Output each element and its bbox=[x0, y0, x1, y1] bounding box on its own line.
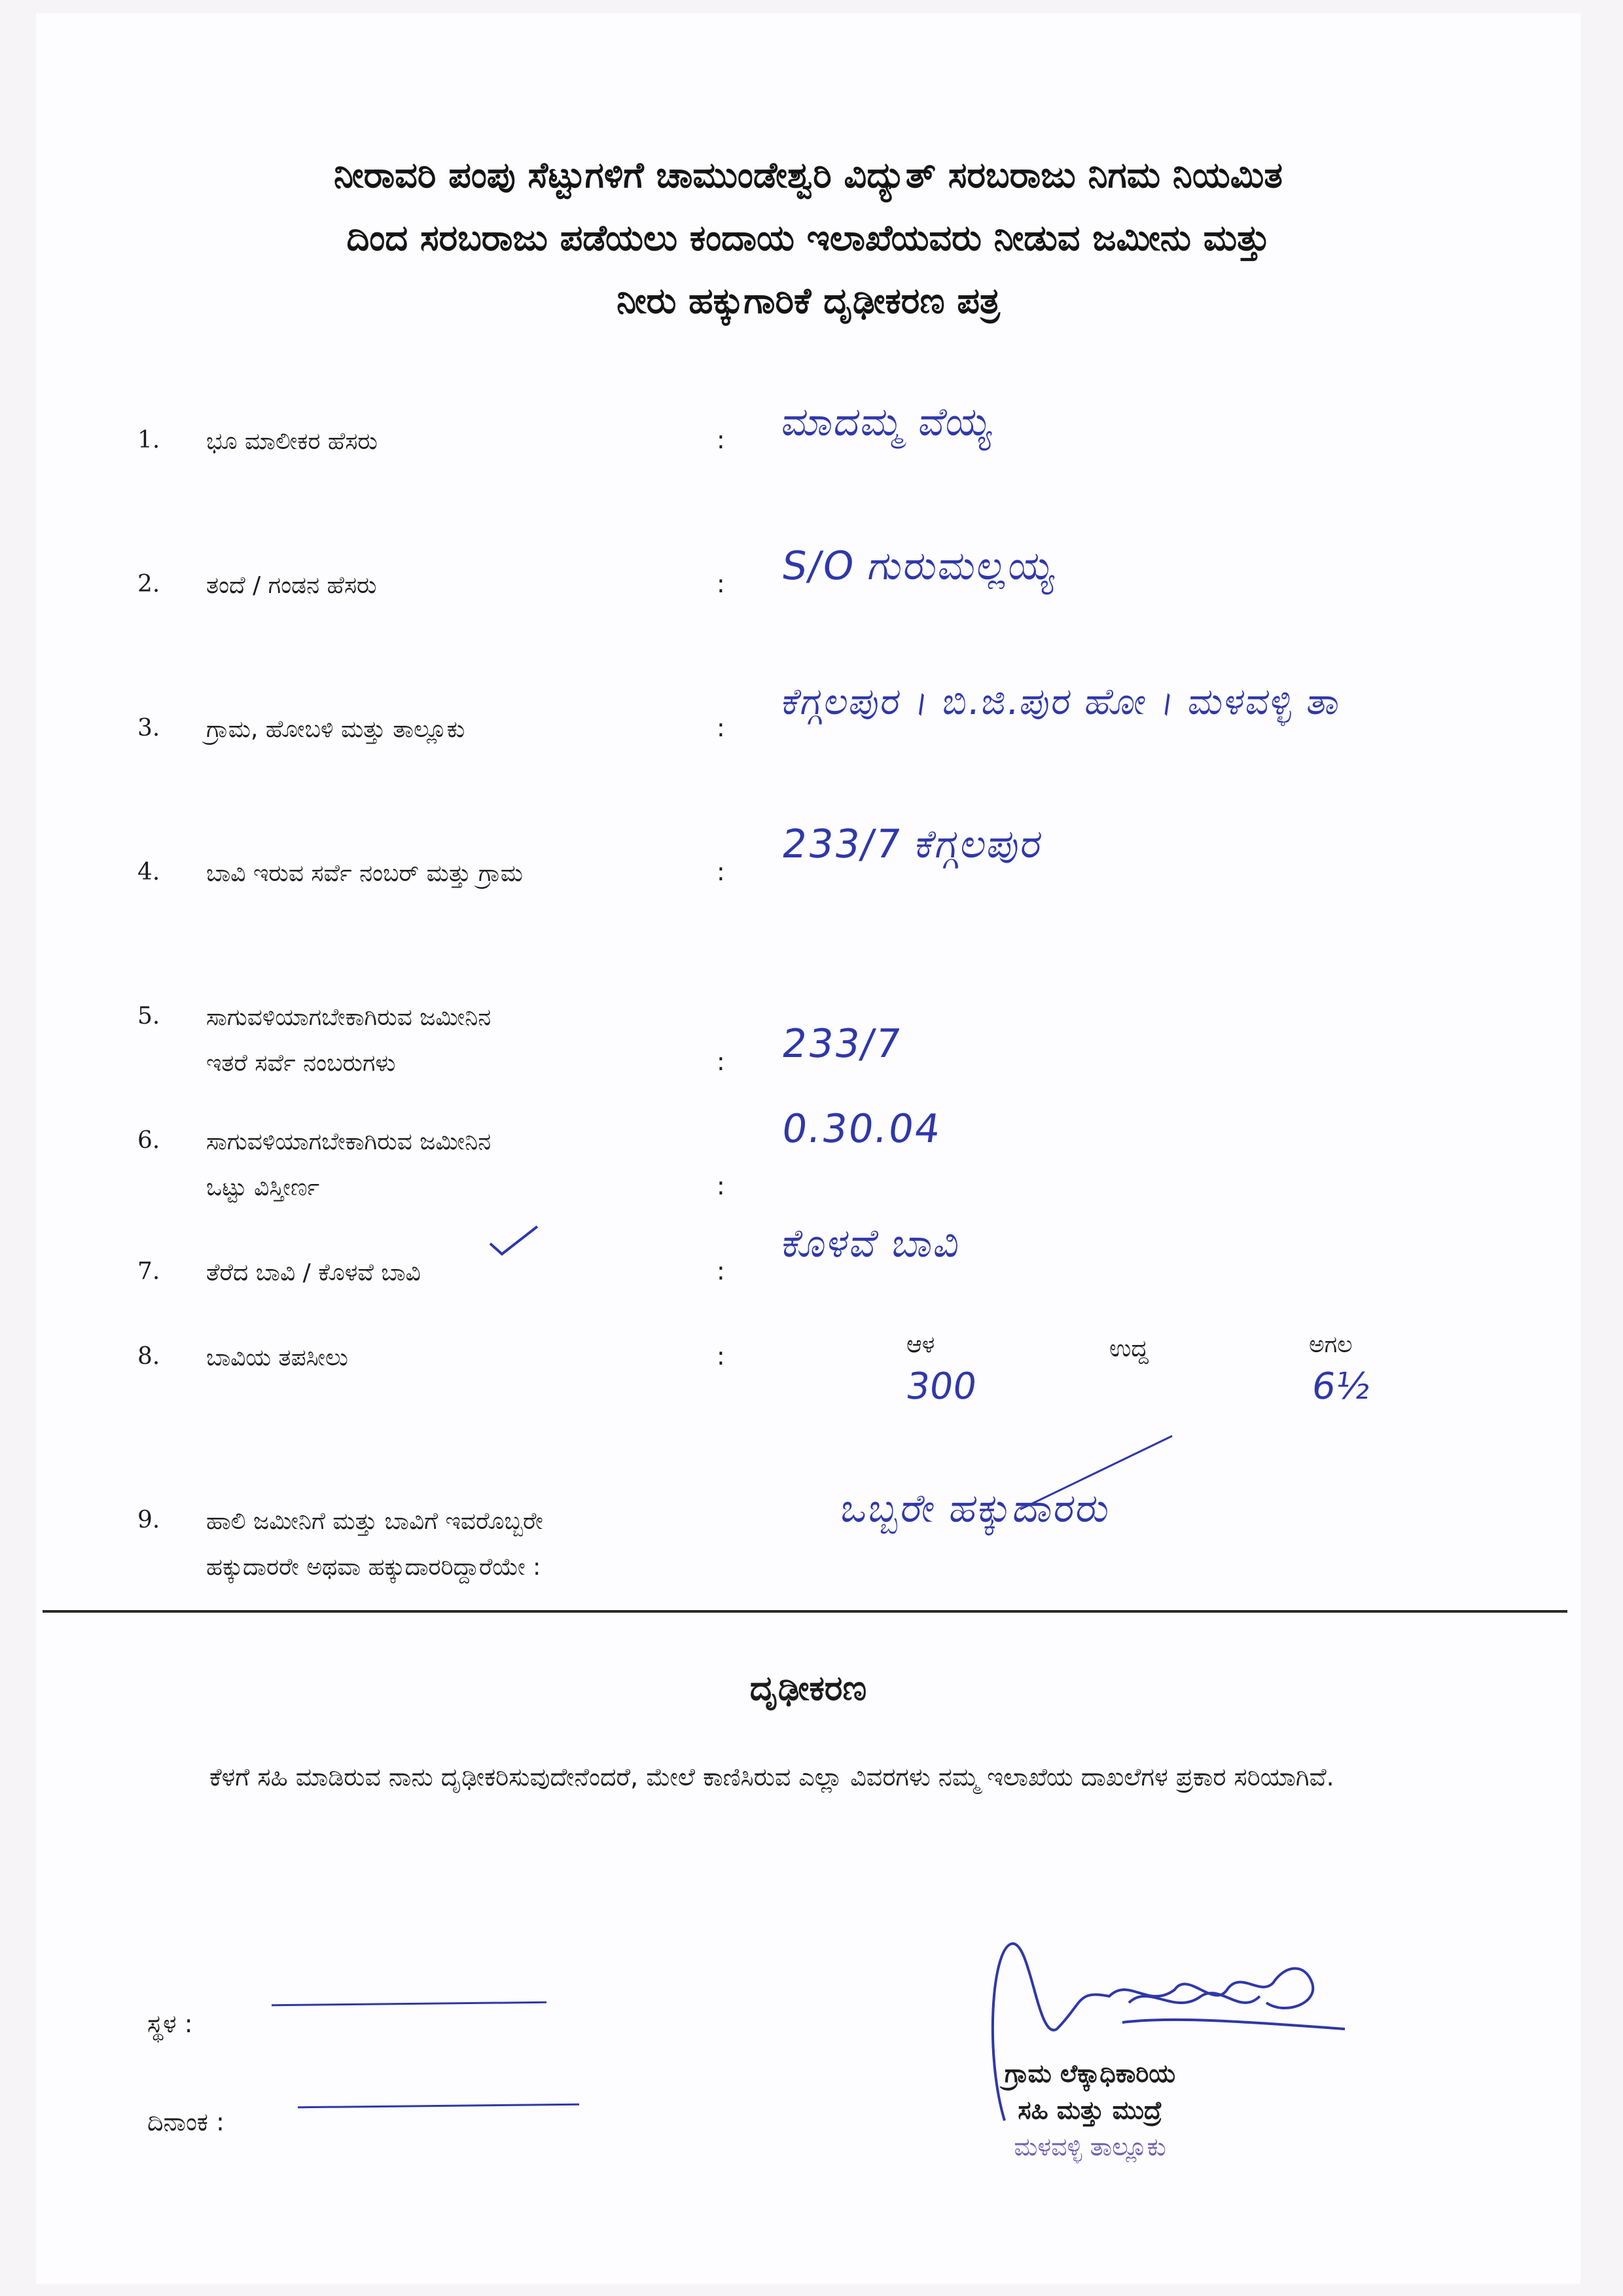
field-colon: : bbox=[717, 569, 725, 598]
field-colon: : bbox=[717, 425, 725, 454]
field-number: 1. bbox=[137, 427, 160, 454]
field-label: ತೆರೆದ ಬಾವಿ / ಕೊಳವೆ ಬಾವಿ bbox=[206, 1259, 421, 1286]
field-label-line-1: ಸಾಗುವಳಿಯಾಗಬೇಕಾಗಿರುವ ಜಮೀನಿನ bbox=[206, 1004, 491, 1031]
well-width-label: ಅಗಲ bbox=[1309, 1331, 1353, 1358]
field-label-line-2: ಹಕ್ಕುದಾರರೇ ಅಥವಾ ಹಕ್ಕುದಾರರಿದ್ದಾರೆಯೇ : bbox=[206, 1554, 541, 1581]
section-divider bbox=[43, 1610, 1567, 1613]
field-colon: : bbox=[717, 1047, 725, 1076]
handwritten-value: ಕೆಗ್ಗಲಪುರ । ಬಿ.ಜಿ.ಪುರ ಹೋ । ಮಳವಳ್ಳಿ ತಾ bbox=[779, 681, 1344, 723]
field-number: 7. bbox=[137, 1258, 160, 1285]
field-number: 8. bbox=[137, 1343, 160, 1370]
title-line-1: ನೀರಾವರಿ ಪಂಪು ಸೆಟ್ಟುಗಳಿಗೆ ಚಾಮುಂಡೇಶ್ವರಿ ವಿದ್ಯುತ್ ಸರಬರಾಜು ನಿಗಮ ನಿಯಮಿತ bbox=[334, 154, 1283, 196]
handwritten-value: S/O ಗುರುಮಲ್ಲಯ್ಯ bbox=[779, 543, 1061, 589]
stamp-sign-seal: ಸಹಿ ಮತ್ತು ಮುದ್ರೆ bbox=[1018, 2096, 1162, 2125]
handwritten-value: 0.30.04 bbox=[779, 1106, 944, 1152]
field-label-line-1: ಹಾಲಿ ಜಮೀನಿಗೆ ಮತ್ತು ಬಾವಿಗೆ ಇವರೊಬ್ಬರೇ bbox=[206, 1508, 543, 1535]
field-number: 2. bbox=[137, 571, 160, 598]
field-colon: : bbox=[717, 1172, 725, 1200]
well-width-value: 6½ bbox=[1309, 1365, 1374, 1408]
field-number: 4. bbox=[137, 859, 160, 886]
document-page bbox=[36, 13, 1580, 2284]
field-colon: : bbox=[717, 1342, 725, 1371]
field-label: ಬಾವಿಯ ತಪಸೀಲು bbox=[206, 1344, 348, 1371]
field-label: ಗ್ರಾಮ, ಹೋಬಳಿ ಮತ್ತು ತಾಲ್ಲೂಕು bbox=[206, 716, 465, 743]
well-length-label: ಉದ್ದ bbox=[1109, 1335, 1149, 1362]
field-label-line-2: ಒಟ್ಟು ವಿಸ್ತೀರ್ಣ bbox=[206, 1174, 320, 1201]
stamp-taluk: ಮಳವಳ್ಳಿ ತಾಲ್ಲೂಕು bbox=[1014, 2132, 1166, 2161]
certification-text: ಕೆಳಗೆ ಸಹಿ ಮಾಡಿರುವ ನಾನು ದೃಢೀಕರಿಸುವುದೇನೆಂದರೆ, ಮೇಲೆ ಕಾಣಿಸಿರುವ ಎಲ್ಲಾ ವಿವರಗಳು ನಮ್ಮ ಇಲಾಖೆಯ ದಾಖಲೆಗಳ ಪ್ರಕಾರ ಸರಿಯಾಗಿವೆ. bbox=[209, 1763, 1334, 1791]
date-blank-line bbox=[298, 2104, 579, 2109]
field-number: 6. bbox=[137, 1127, 160, 1154]
field-number: 5. bbox=[137, 1003, 160, 1030]
place-blank-line bbox=[272, 2001, 546, 2006]
field-label: ತಂದೆ / ಗಂಡನ ಹೆಸರು bbox=[206, 572, 377, 599]
place-label: ಸ್ಥಳ : bbox=[147, 2009, 193, 2038]
official-stamp bbox=[1005, 2055, 1175, 2165]
handwritten-value: 233/7 ಕೆಗ್ಗಲಪುರ bbox=[779, 821, 1046, 867]
field-number: 3. bbox=[137, 715, 160, 742]
well-depth-value: 300 bbox=[903, 1365, 980, 1408]
field-colon: : bbox=[717, 857, 725, 886]
tick-mark-icon bbox=[488, 1224, 540, 1257]
field-label-line-2: ಇತರೆ ಸರ್ವೆ ನಂಬರುಗಳು bbox=[206, 1050, 396, 1077]
field-number: 9. bbox=[137, 1507, 160, 1534]
document-title bbox=[141, 144, 1476, 332]
field-label: ಭೂ ಮಾಲೀಕರ ಹೆಸರು bbox=[206, 428, 378, 455]
field-label-line-1: ಸಾಗುವಳಿಯಾಗಬೇಕಾಗಿರುವ ಜಮೀನಿನ bbox=[206, 1128, 491, 1155]
well-depth-label: ಆಳ bbox=[906, 1331, 935, 1358]
field-label: ಬಾವಿ ಇರುವ ಸರ್ವೆ ನಂಬರ್ ಮತ್ತು ಗ್ರಾಮ bbox=[206, 860, 523, 887]
pen-stroke-mark bbox=[1018, 1433, 1175, 1512]
handwritten-value: ಒಬ್ಬರೇ ಹಕ್ಕುದಾರರು bbox=[838, 1486, 1115, 1532]
field-colon: : bbox=[717, 713, 725, 742]
handwritten-value: ಕೊಳವೆ ಬಾವಿ bbox=[779, 1221, 965, 1266]
title-line-3: ನೀರು ಹಕ್ಕುಗಾರಿಕೆ ದೃಢೀಕರಣ ಪತ್ರ bbox=[616, 280, 1000, 321]
field-colon: : bbox=[717, 1257, 725, 1285]
handwritten-value: ಮಾದಮ್ಮ ವೆಯ್ಯ bbox=[779, 399, 998, 445]
handwritten-value: 233/7 bbox=[779, 1021, 905, 1067]
date-label: ದಿನಾಂಕ : bbox=[147, 2108, 224, 2136]
stamp-designation: ಗ್ರಾಮ ಲೆಕ್ಕಾಧಿಕಾರಿಯ bbox=[1005, 2059, 1176, 2088]
certification-title: ದೃಢೀಕರಣ bbox=[749, 1669, 867, 1708]
title-line-2: ದಿಂದ ಸರಬರಾಜು ಪಡೆಯಲು ಕಂದಾಯ ಇಲಾಖೆಯವರು ನೀಡುವ ಜಮೀನು ಮತ್ತು bbox=[346, 217, 1270, 259]
